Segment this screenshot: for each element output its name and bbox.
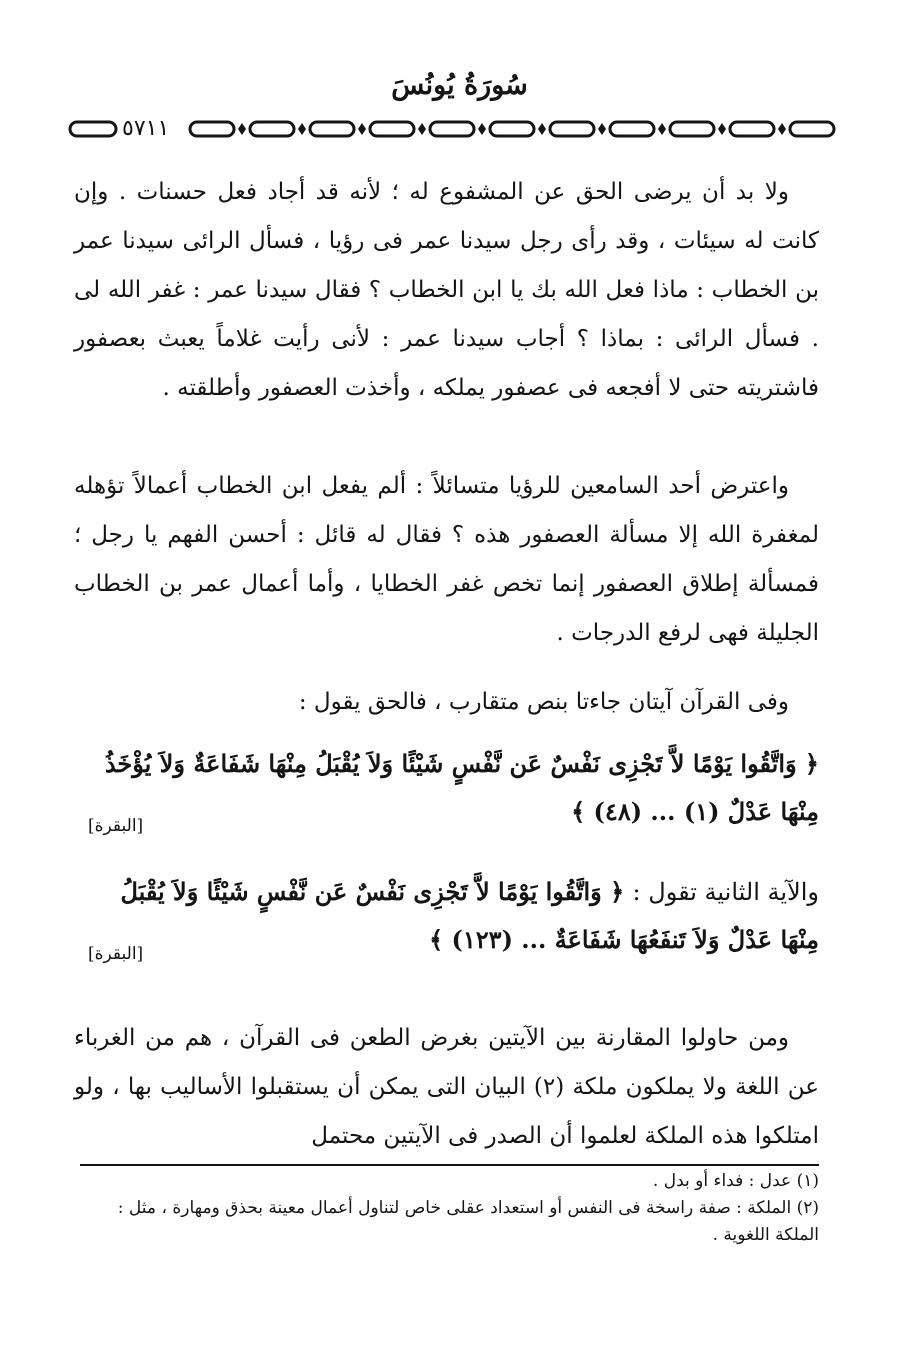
- header-ornament-left: [68, 119, 118, 139]
- verse-intro: والآية الثانية تقول :: [632, 878, 819, 906]
- quran-verse-2: [74, 868, 819, 964]
- verse-text: ﴿ وَاتَّقُوا يَوْمًا لاَّ تَجْزِى نَفْسٌ عَن نَّفْسٍ شَيْئًا وَلاَ يُقْبَلُ مِنْهَا عَدْلٌ وَلاَ تَنفَعُهَا شَفَاعَةٌ ... (١٢٣) ﴾: [120, 877, 819, 954]
- paragraph-3: [74, 678, 819, 727]
- paragraph-text: ومن حاولوا المقارنة بين الآيتين بغرض الطعن فى القرآن ، هم من الغرباء عن اللغة ولا يملكون ملكة (٢) البيان التى يمكن أن يستقبلوا الأساليب بها ، ولو امتلكوا هذه الملكة لعلموا أن الصدر فى الآيتين محتمل: [74, 1025, 819, 1149]
- paragraph-4: [74, 1014, 819, 1161]
- quran-verse-1: [74, 740, 819, 836]
- paragraph-2: [74, 462, 819, 658]
- paragraph-text: واعترض أحد السامعين للرؤيا متسائلاً : ألم يفعل ابن الخطاب أعمالاً تؤهله لمغفرة الله إلا مسألة العصفور هذه ؟ فقال له قائل : أحسن الفهم يا رجل ؛ فمسألة إطلاق العصفور إنما تخص غفر الخطايا ، وأما أعمال عمر بن الخطاب الجليلة فهى لرفع الدرجات .: [74, 473, 819, 646]
- paragraph-1: [74, 168, 819, 413]
- page-number: ٥٧١١: [122, 116, 170, 141]
- paragraph-text: وفى القرآن آيتان جاءتا بنص متقارب ، فالحق يقول :: [298, 689, 789, 715]
- paragraph-text: ولا بد أن يرضى الحق عن المشفوع له ؛ لأنه قد أجاد فعل حسنات . وإن كانت له سيئات ، وقد رأى رجل سيدنا عمر فى رؤيا ، فسأل الرائى سيدنا عمر بن الخطاب : ماذا فعل الله بك يا ابن الخطاب ؟ فقال سيدنا عمر : غفر الله لى . فسأل الرائى : بماذا ؟ أجاب سيدنا عمر : لأنى رأيت غلاماً يعبث بعصفور فاشتريته حتى لا أفجعه فى عصفور يملكه ، وأخذت العصفور وأطلقته .: [74, 179, 819, 401]
- footnote-2: (٢) الملكة : صفة راسخة فى النفس أو استعداد عقلى خاص لتناول أعمال معينة بحذق ومهارة ، مثل : الملكة اللغوية .: [117, 1198, 819, 1245]
- footnotes: [74, 1168, 819, 1249]
- surah-reference-1: [البقرة]: [88, 816, 144, 836]
- surah-title: سُورَةُ يُونُسَ: [391, 70, 528, 101]
- surah-reference-2: [البقرة]: [88, 944, 144, 964]
- header-ornament-border: [188, 119, 838, 139]
- footnote-1: (١) عدل : فداء أو بدل .: [652, 1171, 819, 1191]
- footnote-divider: [80, 1164, 819, 1166]
- verse-text: ﴿ وَاتَّقُوا يَوْمًا لاَّ تَجْزِى نَفْسٌ عَن نَّفْسٍ شَيْئًا وَلاَ يُقْبَلُ مِنْهَا شَفَاعَةٌ وَلاَ يُؤْخَذُ مِنْهَا عَدْلٌ (١) ... (٤٨) ﴾: [104, 749, 819, 826]
